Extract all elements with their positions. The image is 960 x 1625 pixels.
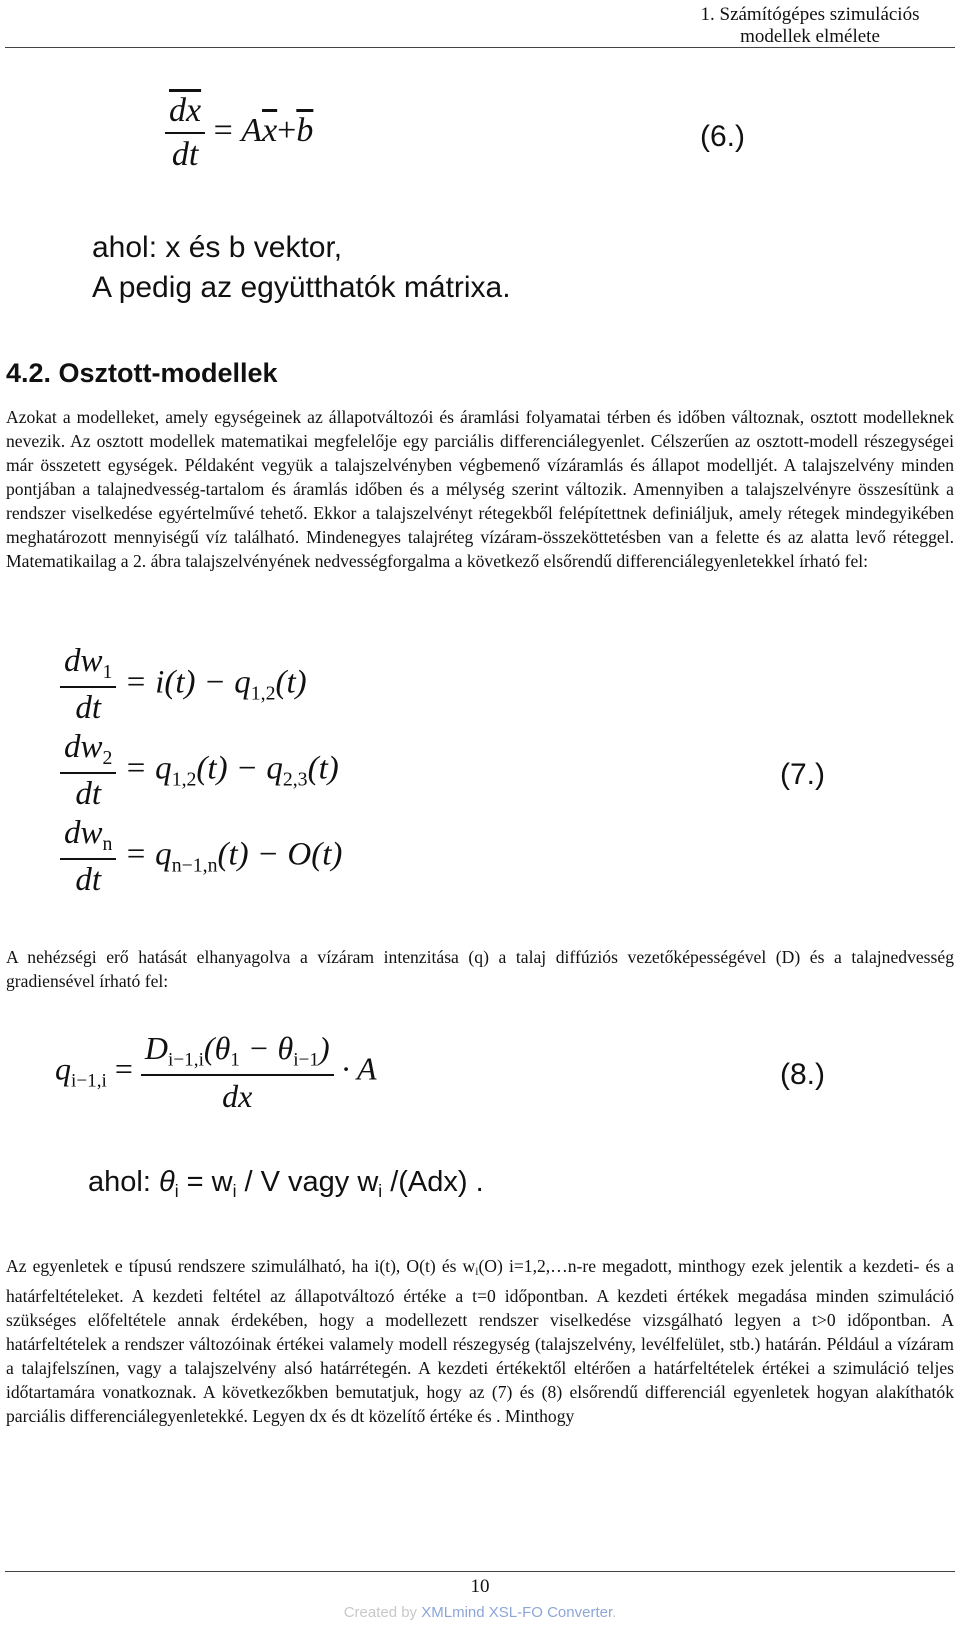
- equation-6-note-line2: A pedig az együtthatók mátrixa.: [92, 271, 511, 304]
- paragraph-1: Azokat a modelleket, amely egységeinek az állapotváltozói és áramlási folyamatai térben és időben változnak, osztott modelleknek nevezik. Az osztott modellek matematikai megfelelője egy parciális differenciálegyenlet. Célszerűen az osztott-modell részegységei már összetett egységek. Példaként vegyük a talajszelvényben végbemenő vízáramlás és állapot modelljét. A talajszelvény minden pontjában a talajnedvesség-tartalom és áramlás időben és a mélység szerint változik. Amennyiben a talajszelvényre összesítünk a rendszer viselkedése egyértelművé tehető. Ekkor a talajszelvényt rétegekből felépítettnek definiáljuk, amely rétegek mindegyikében meghatározott mennyiségű víz található. Mindenegyes talajréteg vízáram-összeköttetésben van a felette és az alatta levő réteggel. Matematikailag a 2. ábra talajszelvényének nedvességforgalma a következő elsőrendű differenciálegyenletekkel írható fel:: [6, 407, 954, 571]
- header-divider: [5, 47, 955, 48]
- equation-7-label: (7.): [780, 758, 825, 791]
- paragraph-2: A nehézségi erő hatását elhanyagolva a vízáram intenzitása (q) a talaj diffúziós vezetőképességével (D) és a talajnedvesség gradiensével írható fel:: [6, 947, 954, 991]
- running-title: 1. Számítógépes szimulációs modellek elmélete: [700, 4, 920, 47]
- equation-6-denominator: dt: [171, 136, 199, 173]
- equation-6-numerator: $\overline{dx}$: [165, 92, 205, 134]
- equation-6-b: $\overline{b}$: [296, 111, 314, 149]
- equation-6-matrix: A: [241, 111, 263, 149]
- equation-6: $\frac{\overline{dx}}{dt}$ = $A\overline{x}+\overline{b}$: [165, 92, 313, 174]
- equation-6-x: $\overline{x}$: [262, 111, 278, 149]
- equation-6-note-line1: ahol: x és b vektor,: [92, 231, 343, 264]
- converter-credit: Created by XMLmind XSL-FO Converter.: [343, 1604, 617, 1621]
- equation-8: $q_{i-1,i}$ = $\frac{D_{i-1,i}(\theta_1 - \theta_{i-1})}{dx}$ · A: [55, 1030, 377, 1114]
- section-heading: 4.2. Osztott-modellek: [6, 358, 278, 388]
- equation-6-label: (6.): [700, 120, 745, 153]
- equation-6-fraction: [165, 92, 205, 174]
- converter-link[interactable]: XMLmind XSL-FO Converter: [421, 1604, 613, 1621]
- paragraph-3: Az egyenletek e típusú rendszere szimulálható, ha i(t), O(t) és $w_i(O)$ i=1,2,…n-re megadott, minthogy ezek jelentik a kezdeti- és a határfeltételeket. A kezdeti feltétel az állapotváltozó értéke a t=0 időpontban. A kezdeti értékek megadása minden szimuláció szükséges előfeltétele annak érdekében, hogy a modellezett rendszer viselkedése vizsgálható legyen a t>0 időpontban. A határfeltételek a rendszer változóinak értékei valamely modell részegység (talajszelvény, levélfelület, stb.) határán. Például a vízáram a talajfelszínen, vagy a talajszelvény alsó határrétegén. A kezdeti értékektől eltérően a határfeltételek értékei a szimuláció teljes időtartamára vonatkoznak. A következőkben bemutatjuk, hogy az (7) és (8) elsőrendű differenciál egyenletek hogyan alakíthatók parciális differenciálegyenletekké. Legyen dx és dt közelítő értéke és . Minthogy: [6, 1256, 954, 1426]
- page-number: 10: [470, 1576, 490, 1597]
- equation-8-fraction: $\frac{D_{i-1,i}(\theta_1 - \theta_{i-1})}{dx}$: [141, 1030, 334, 1115]
- footer-divider: [5, 1571, 955, 1572]
- equation-7-row-2: $\frac{dw_2}{dt}$ = $q_{1,2}(t) - q_{2,3}(t)$: [60, 729, 342, 815]
- equation-8-note: ahol: $\theta_i = w_i / V$ vagy $w_i$ /(Adx) .: [88, 1166, 484, 1202]
- page-header: [0, 0, 960, 50]
- equation-8-label: (8.): [780, 1058, 825, 1091]
- equation-7-row-1: $\frac{dw_1}{dt}$ = $i(t) - q_{1,2}(t)$: [60, 643, 342, 729]
- equation-6-note: [92, 228, 511, 308]
- equation-7-row-3: $\frac{dw_n}{dt}$ = $q_{n-1,n}(t) - O(t)$: [60, 815, 342, 901]
- equation-7: [60, 643, 342, 901]
